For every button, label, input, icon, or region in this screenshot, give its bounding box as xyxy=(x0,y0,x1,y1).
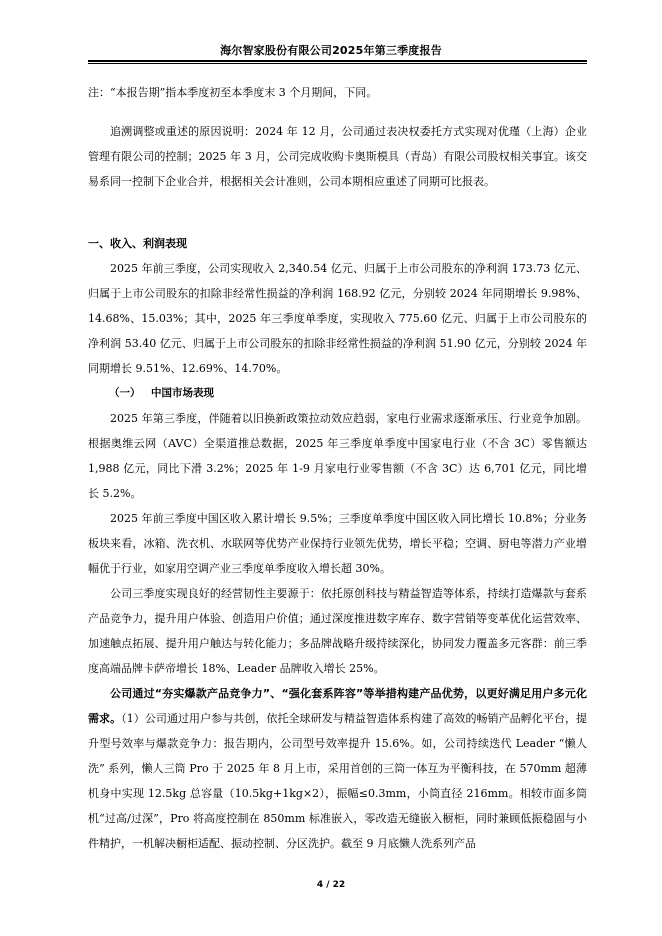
operating-resilience-paragraph: 公司三季度实现良好的经营韧性主要源于：依托原创科技与精益智造等体系，持续打造爆款与套系产品竞争力，提升用户体验、创造用户价值；通过深度推进数字库存、数字营销等变革优化运营效率、加速触点拓展、提升用户触达与转化能力；多品牌战略升级持续深化，协同发力覆盖多元客群：前三季度高端品牌卡萨帝增长 18%、Leader 品牌收入增长 25%。 xyxy=(88,587,587,675)
revenue-profit-paragraph: 2025 年前三季度，公司实现收入 2,340.54 亿元、归属于上市公司股东的净利润 173.73 亿元、归属于上市公司股东的扣除非经常性损益的净利润 168.92 亿元，分别较 2024 年同期增长 9.98%、14.68%、15.03%；其中，2025 年三季度单季度，实现收入 775.60 亿元、归属于上市公司股东的净利润 53.40 亿元、归属于上市公司股东的扣除非经常性损益的净利润 51.90 亿元，分别较 2024 年同期增长 9.51%、12.69%、14.70%。 xyxy=(88,262,587,375)
header-rule-thick xyxy=(88,60,587,62)
subsection-title: 中国市场表现 xyxy=(151,387,214,399)
period-note: 注：“本报告期”指本季度初至本季度末 3 个月期间，下同。 xyxy=(88,86,378,99)
china-revenue-paragraph: 2025 年前三季度中国区收入累计增长 9.5%；三季度单季度中国区收入同比增长 10.8%；分业务板块来看，冰箱、洗衣机、水联网等优势产业保持行业领先优势，增长平稳；空调、厨电等潜力产业增幅优于行业，如家用空调产业三季度单季度收入增长超 30%。 xyxy=(88,512,587,575)
spacer xyxy=(88,194,587,231)
subsection-heading-china-market xyxy=(88,381,587,406)
product-advantage-text: （1）公司通过用户参与共创，依托全球研发与精益智造体系构建了高效的畅销产品孵化平台，提升型号效率与爆款竞争力：报告期内，公司型号效率提升 15.6%。如，公司持续迭代 Leader “懒人洗” 系列，懒人三筒 Pro 于 2025 年 8 月上市，采用首创的三筒一体互为平衡科技，在 570mm 超薄机身中实现 12.5kg 总容量（10.5kg+1kg×2），振幅≤0.3mm，小筒直径 216mm。相较市面多筒机“过高/过深”，Pro 将高度控制在 850mm 标准嵌入，零改造无缝嵌入橱柜，同时兼顾低振稳固与小件精护，一机解决橱柜适配、振动控制、分区洗护。截至 9 月底懒人洗系列产品 xyxy=(88,712,588,850)
section-heading-revenue-profit: 一、收入、利润表现 xyxy=(88,237,187,250)
page-number: 4 / 22 xyxy=(316,880,346,890)
product-advantage-paragraph xyxy=(88,681,587,856)
report-body xyxy=(88,80,587,856)
report-header-title: 海尔智家股份有限公司2025年第三季度报告 xyxy=(220,44,442,57)
restatement-paragraph: 追溯调整或重述的原因说明：2024 年 12 月，公司通过表决权委托方式实现对优瑾（上海）企业管理有限公司的控制；2025 年 3 月，公司完成收购卡奥斯模具（青岛）有限公司股权相关事宜。该交易系同一控制下企业合并，根据相关会计准则，公司本期相应重述了同期可比报表。 xyxy=(88,125,587,188)
industry-context-paragraph: 2025 年第三季度，伴随着以旧换新政策拉动效应趋弱，家电行业需求逐渐承压、行业竞争加剧。根据奥维云网（AVC）全渠道推总数据，2025 年三季度单季度中国家电行业（不含 3C）零售额达 1,988 亿元，同比下滑 3.2%；2025 年 1-9 月家电行业零售额（不含 3C）达 6,701 亿元，同比增长 5.2%。 xyxy=(88,412,587,500)
subsection-number: （一） xyxy=(109,387,141,399)
header-rule-thin xyxy=(88,63,587,64)
product-advantage-lead: 公司通过“夯实爆款产品竞争力”、“强化套系阵容”等举措构建产品优势，以更好满足用户多元化需求。 xyxy=(88,687,587,725)
spacer xyxy=(88,105,587,119)
